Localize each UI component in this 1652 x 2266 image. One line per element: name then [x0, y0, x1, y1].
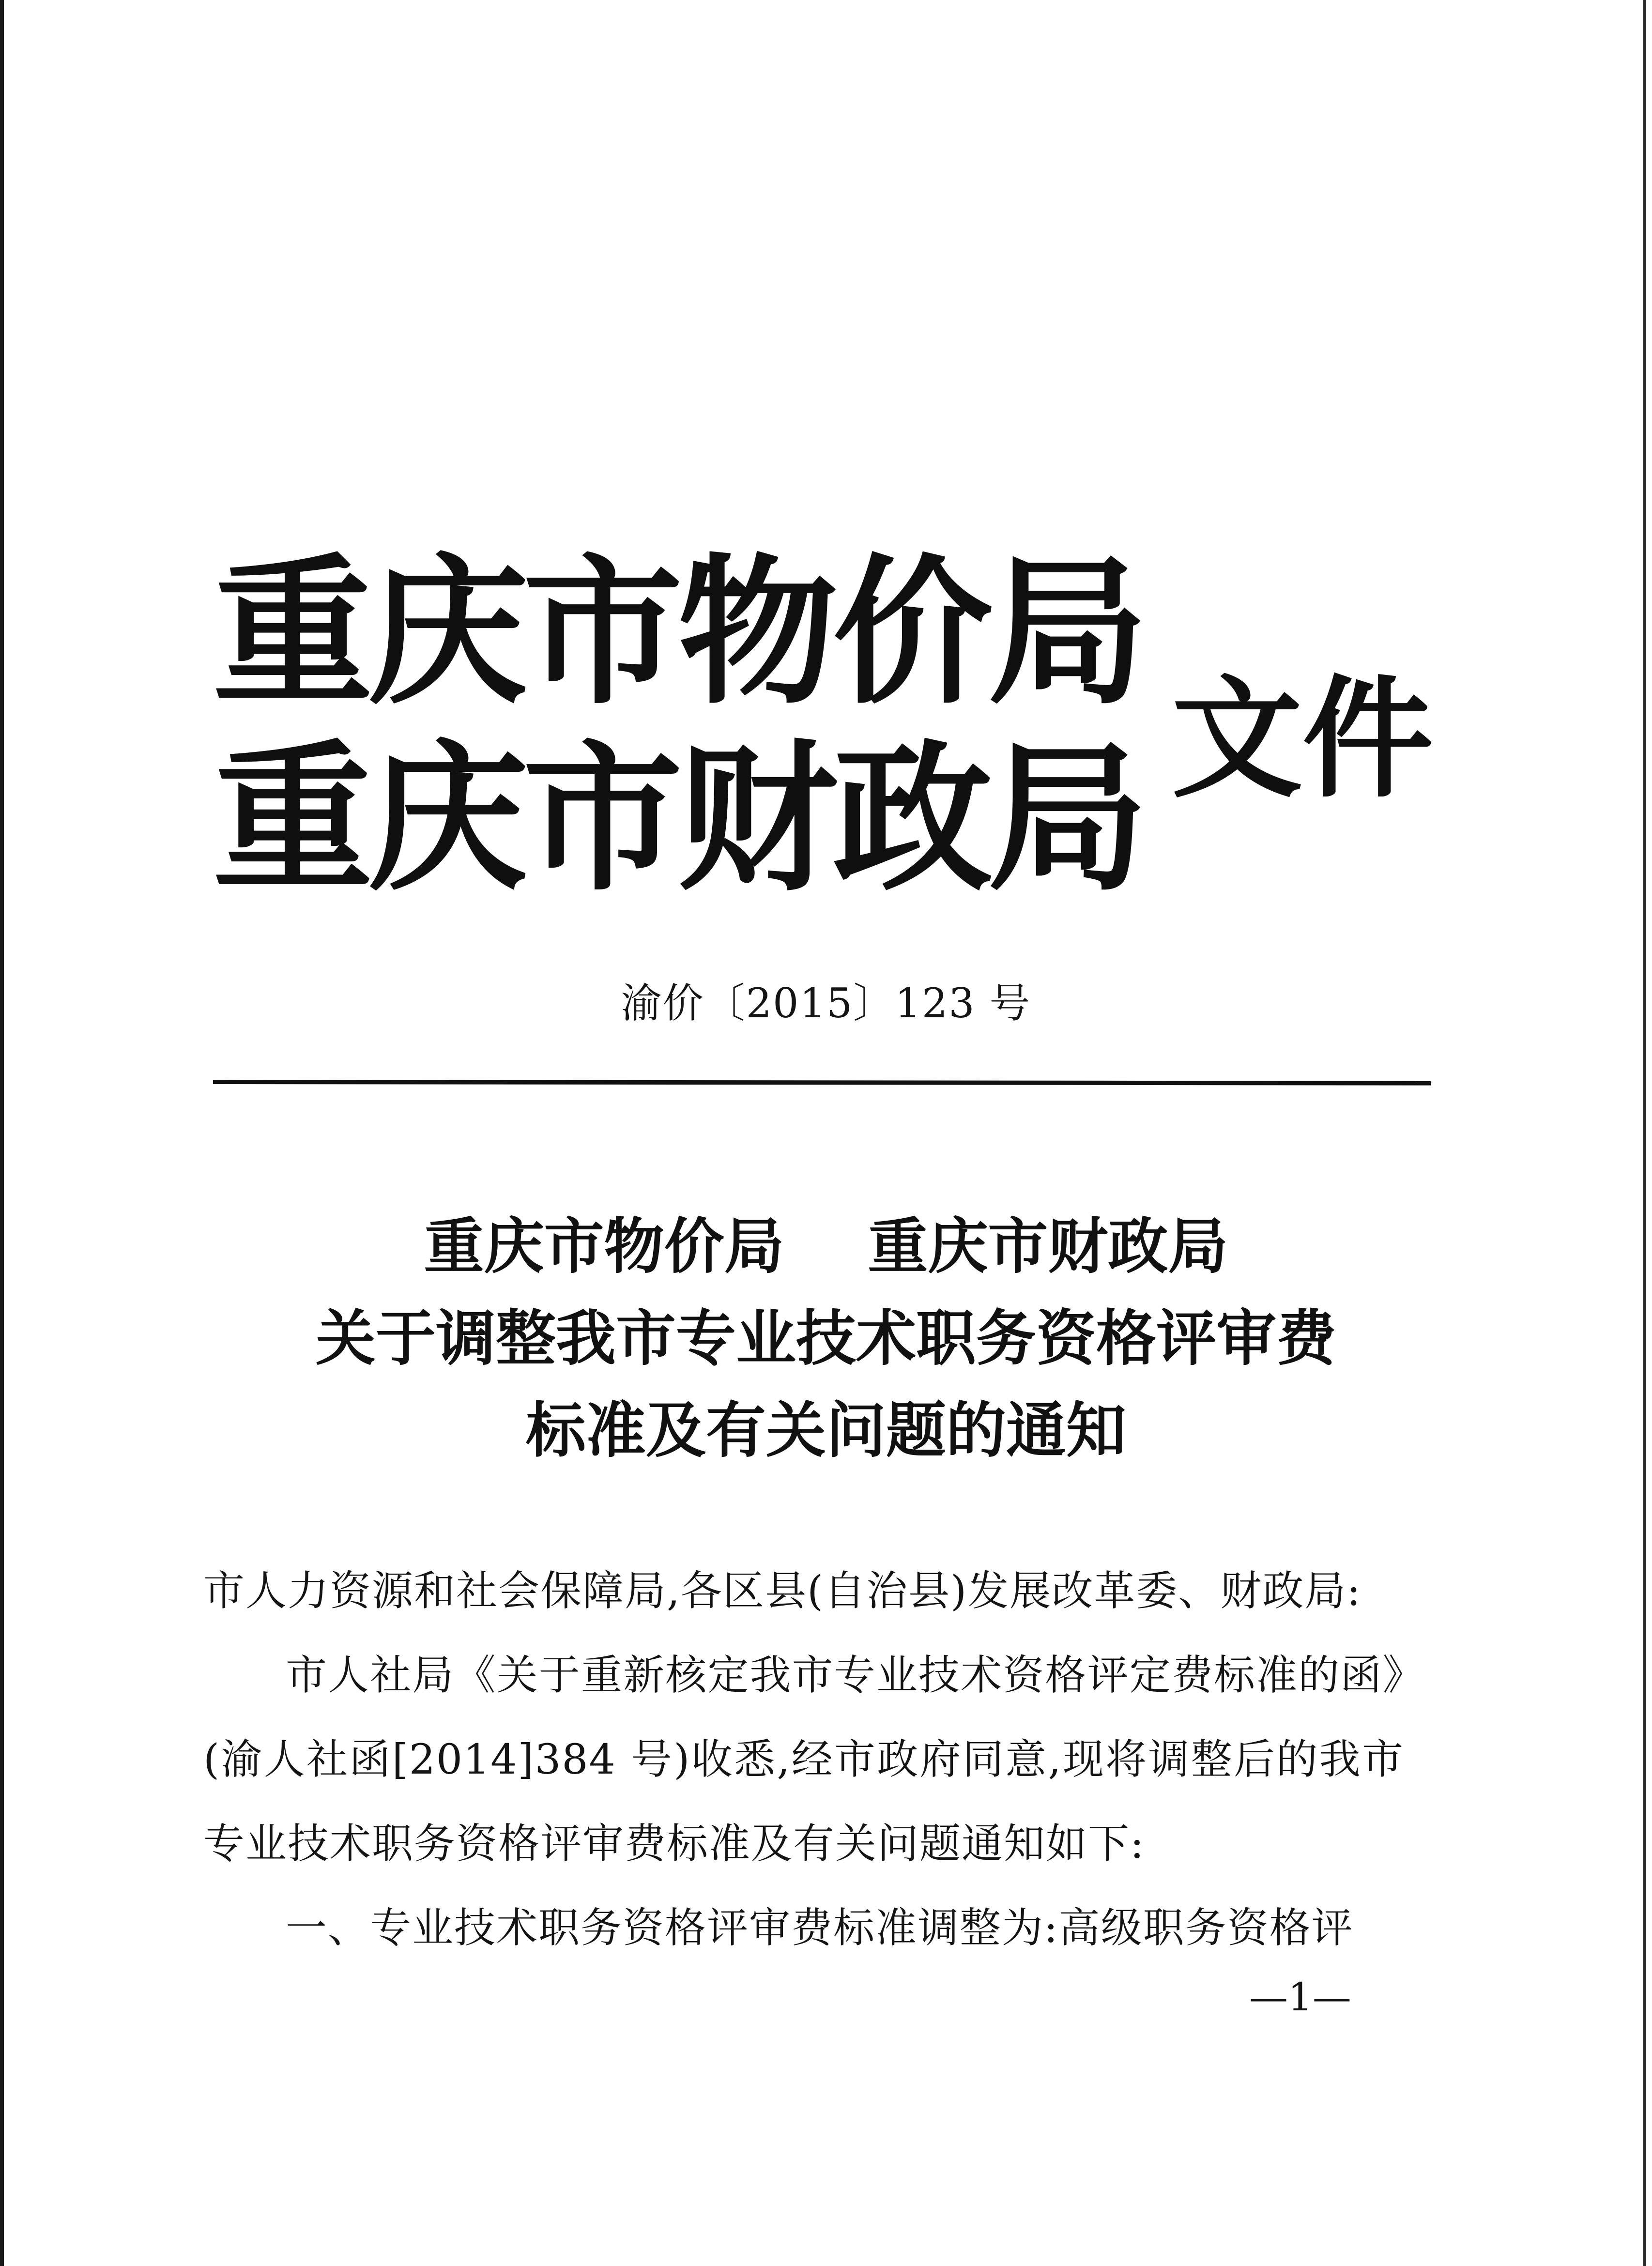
notice-body [203, 1549, 1404, 1971]
body-paragraph-1: 市人社局《关于重新核定我市专业技术资格评定费标准的函》(渝人社函[2014]384 号)收悉,经市政府同意,现将调整后的我市专业技术职务资格评审费标准及有关问题通知如下: [203, 1652, 1404, 1868]
notice-title [0, 1201, 1652, 1477]
title-line-2: 关于调整我市专业技术职务资格评审费 [315, 1304, 1336, 1374]
body-paragraph-2: 一、专业技术职务资格评审费标准调整为:高级职务资格评 [286, 1904, 1354, 1952]
scan-right-edge [1643, 0, 1646, 2266]
document-type-label: 文件 [1172, 661, 1433, 815]
issuer-name-price-bureau: 重庆市物价局 [213, 538, 1143, 726]
document-number: 渝价〔2015〕123 号 [621, 980, 1031, 1027]
addressee-line: 市人力资源和社会保障局,各区县(自治县)发展改革委、财政局: [203, 1567, 1361, 1615]
scan-left-edge [0, 0, 4, 2266]
title-line-3: 标准及有关问题的通知 [525, 1396, 1126, 1466]
header-divider [213, 1080, 1431, 1086]
page-number: —1— [1249, 1975, 1351, 2020]
issuer-name-finance-bureau: 重庆市财政局 [213, 724, 1143, 912]
title-line-1: 重庆市物价局 重庆市财政局 [424, 1212, 1228, 1282]
document-header [213, 538, 1443, 920]
